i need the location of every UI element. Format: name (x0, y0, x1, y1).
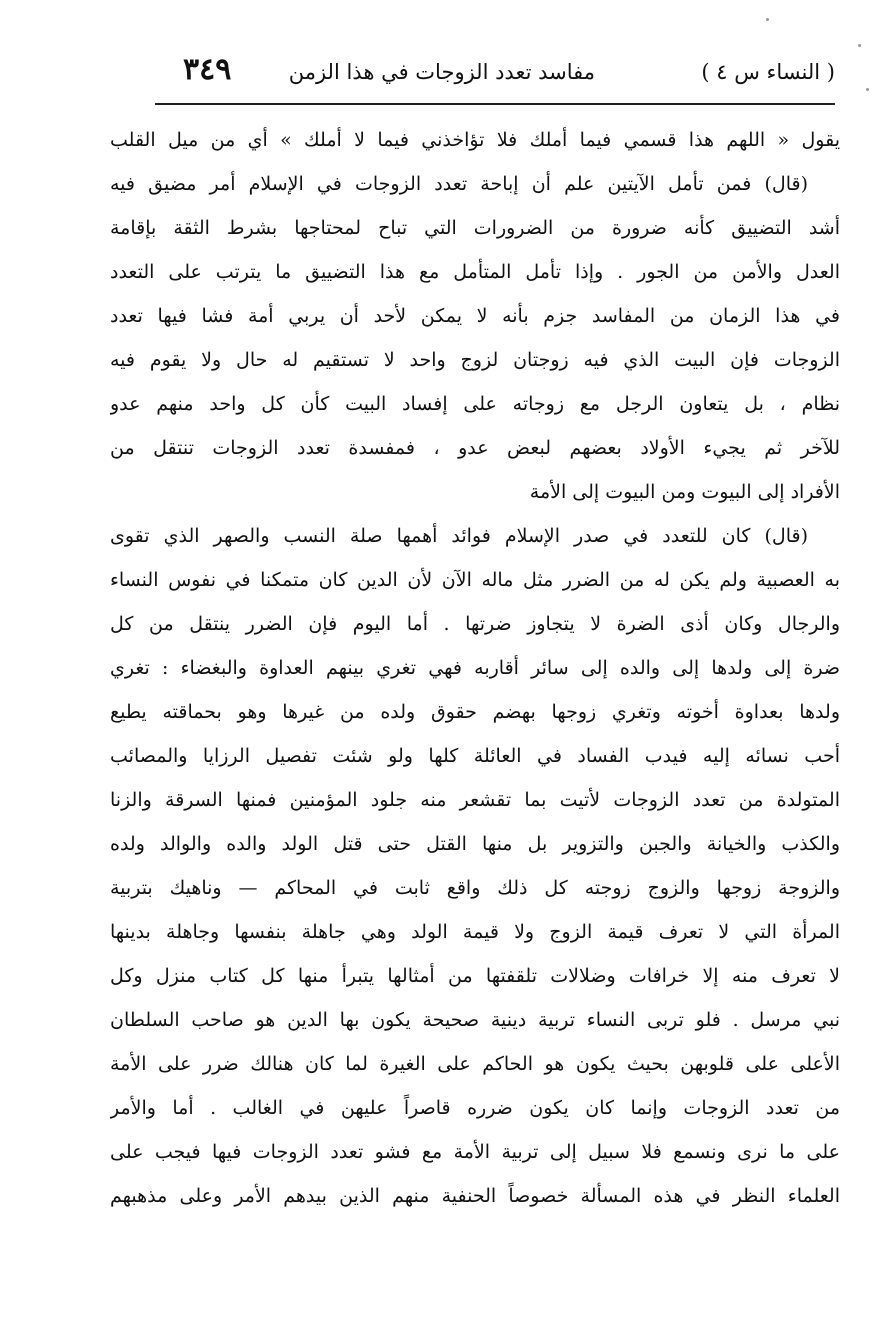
text-line: المتولدة من تعدد الزوجات لأتيت بما تقشعر منه جلود المؤمنين فمنها السرقة والزنا (110, 789, 840, 811)
text-line: أحب نسائه إليه فيدب الفساد في العائلة كلها ولو شئت تفصيل الرزايا والمصائب (110, 745, 840, 767)
text-line: المرأة التي لا تعرف قيمة الزوج ولا قيمة الولد وهي جاهلة بنفسها وجاهلة بدينها (110, 921, 840, 943)
text-line: في هذا الزمان من المفاسد جزم بأنه لا يمكن لأحد أن يربي أمة فشا فيها تعدد (110, 305, 840, 327)
text-line: الأعلى على قلوبهن بحيث يكون هو الحاكم على الغيرة لما كان هنالك ضرر على الأمة (110, 1053, 840, 1075)
text-line: (قال) فمن تأمل الآيتين علم أن إباحة تعدد الزوجات في الإسلام أمر مضيق فيه (110, 173, 808, 195)
text-line: لا تعرف منه إلا خرافات وضلالات تلقفتها من أمثالها يتبرأ منها كل كتاب منزل وكل (110, 965, 840, 987)
text-line: به العصبية ولم يكن له من الضرر مثل ماله الآن لأن الدين كان متمكنا في نفوس النساء (110, 569, 840, 591)
text-line: ولدها بعداوة أخوته وتغري زوجها بهضم حقوق ولده من غيرها وهو بحماقته يطيع (110, 701, 840, 723)
text-line: يقول « اللهم هذا قسمي فيما أملك فلا تؤاخذني فيما لا أملك » أي من ميل القلب (110, 129, 840, 151)
text-line: العلماء النظر في هذه المسألة خصوصاً الحنفية منهم الذين بيدهم الأمر وعلى مذهبهم (110, 1185, 840, 1207)
page-header (155, 52, 835, 98)
scan-speck (766, 18, 769, 21)
header-title: مفاسد تعدد الزوجات في هذا الزمن (288, 60, 595, 84)
scan-speck (866, 88, 869, 91)
header-reference: ( النساء س ٤ ) (701, 60, 835, 84)
text-line: العدل والأمن من الجور . وإذا تأمل المتأمل مع هذا التضييق ما يترتب على التعدد (110, 261, 840, 283)
text-line: والزوجة زوجها والزوج زوجته كل ذلك واقع ثابت في المحاكم — وناهيك بتربية (110, 877, 840, 899)
text-line: والكذب والخيانة والجبن والتزوير بل منها القتل حتى قتل الولد والده والوالد ولده (110, 833, 840, 855)
scan-speck (858, 44, 861, 47)
text-line: ضرة إلى ولدها إلى والده إلى سائر أقاربه فهي تغري بينهم العداوة والبغضاء : تغري (110, 657, 840, 679)
text-line: أشد التضييق كأنه ضرورة من الضرورات التي تباح لمحتاجها بشرط الثقة بإقامة (110, 217, 840, 239)
text-line: (قال) كان للتعدد في صدر الإسلام فوائد أهمها صلة النسب والصهر الذي تقوى (110, 525, 808, 547)
text-line: نبي مرسل . فلو تربى النساء تربية دينية صحيحة يكون بها الدين هو صاحب السلطان (110, 1009, 840, 1031)
text-line: من تعدد الزوجات وإنما كان يكون ضرره قاصراً عليهن في الغالب . أما والأمر (110, 1097, 840, 1119)
text-line: نظام ، بل يتعاون الرجل مع زوجاته على إفساد البيت كأن كل واحد منهم عدو (110, 393, 840, 415)
text-line: الأفراد إلى البيوت ومن البيوت إلى الأمة (529, 481, 840, 503)
text-line: للآخر ثم يجيء الأولاد بعضهم لبعض عدو ، فمفسدة تعدد الزوجات تنتقل من (110, 437, 840, 459)
text-line: الزوجات فإن البيت الذي فيه زوجتان لزوج واحد لا تستقيم له حال ولا يقوم فيه (110, 349, 840, 371)
text-line: على ما نرى ونسمع فلا سبيل إلى تربية الأمة مع فشو تعدد الزوجات فيها فيجب على (110, 1141, 840, 1163)
header-divider (155, 103, 835, 105)
page-number: ٣٤٩ (183, 52, 232, 87)
text-line: والرجال وكان أذى الضرة لا يتجاوز ضرتها . أما اليوم فإن الضرر ينتقل من كل (110, 613, 840, 635)
body-text (110, 118, 840, 1218)
